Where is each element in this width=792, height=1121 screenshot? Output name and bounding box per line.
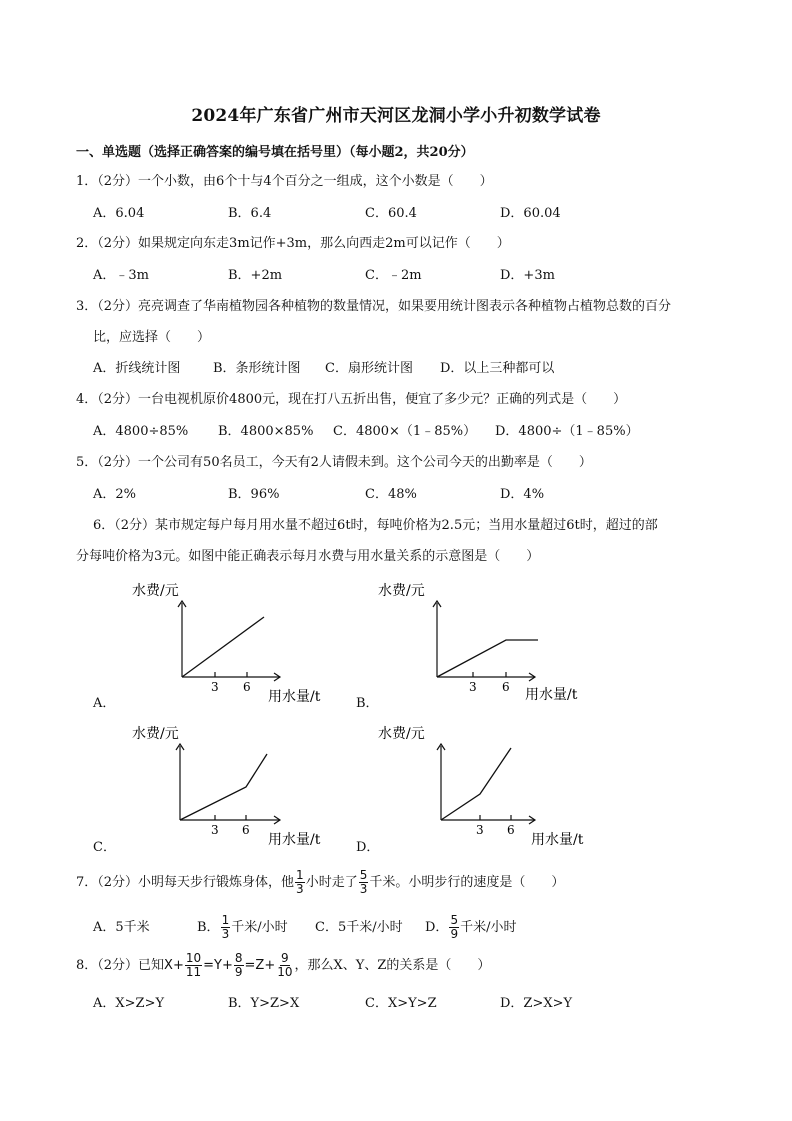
q7-option-d [425,913,516,943]
q8-z: =Z+ [244,958,276,973]
q7-fraction-2-num: 5 [359,868,368,882]
q7-text-b: 小时走了 [305,875,358,890]
graph-d [375,718,615,853]
q7-option-b-num: 1 [221,913,230,927]
q8-option-a: A．X>Z>Y [93,996,165,1011]
q7-option-b-den: 3 [221,927,230,941]
graph-c-xlabel: 用水量/t [268,832,321,848]
q8-text-b: ，那么X、Y、Z的关系是（ ） [294,958,491,973]
graph-b-xlabel: 用水量/t [525,687,578,703]
q7-option-c: C．5千米/小时 [315,920,403,935]
q4-option-a: A．4800÷85% [93,424,189,439]
q7-option-a: A．5千米 [93,920,150,935]
q5-option-b: B．96% [228,487,280,502]
q8-x: X+ [164,958,184,973]
graph-a-xlabel: 用水量/t [268,689,321,705]
graph-c-tick-6-label: 6 [242,823,250,837]
question-7 [76,868,564,898]
q8-option-c: C．X>Y>Z [365,996,437,1011]
graph-c-tick-3-label: 3 [211,823,219,837]
graph-c-line [180,754,267,820]
question-8 [76,951,490,981]
q8-fraction-1-num: 10 [185,951,202,965]
q7-fraction-2-den: 3 [359,882,368,896]
q7-fraction-1-den: 3 [296,882,304,896]
graph-a-tick-6-label: 6 [243,680,251,694]
q1-option-b: B．6.4 [228,206,272,221]
graph-c [120,718,360,853]
q8-y: =Y+ [203,958,233,973]
q1-option-d: D．60.04 [500,206,561,221]
q2-option-c: C．﹣2m [365,268,422,283]
q7-option-b-letter: B． [197,920,220,935]
q8-fraction-3-num: 9 [281,951,289,965]
q8-fraction-1 [185,952,202,979]
graph-d-xlabel: 用水量/t [531,832,584,848]
q7-fraction-2 [359,869,369,896]
q7-option-d-fraction [449,914,459,941]
q3-option-c: C．扇形统计图 [325,361,413,376]
q5-option-a: A．2% [93,487,137,502]
q7-option-b-fraction [221,914,231,941]
q7-option-b-unit: 千米/小时 [231,920,288,935]
q3-option-d: D．以上三种都可以 [440,361,555,376]
q7-option-d-letter: D． [425,920,449,935]
q8-fraction-2 [234,952,244,979]
q2-option-b: B．+2m [228,268,283,283]
question-4: 4．（2分）一台电视机原价4800元，现在打八五折出售，便宜了多少元？正确的列式是（ ） [76,392,627,407]
section-heading: 一、单选题（选择正确答案的编号填在括号里）（每小题2，共20分） [76,145,474,160]
q8-text-a: 8．（2分）已知 [76,958,165,973]
question-1: 1．（2分）一个小数，由6个十与4个百分之一组成，这个小数是（ ） [76,174,493,189]
q8-fraction-3 [276,952,293,979]
q2-option-a: A．﹣3m [93,268,149,283]
graph-d-tick-3-label: 3 [476,823,484,837]
graph-a [120,575,360,710]
question-6-line-1: 6．（2分）某市规定每户每月用水量不超过6t时，每吨价格为2.5元；当用水量超过6t时，超过的部 [93,518,658,533]
q5-option-d: D．4% [500,487,545,502]
question-6-line-2: 分每吨价格为3元。如图中能正确表示每月水费与用水量关系的示意图是（ ） [76,549,540,564]
q5-option-c: C．48% [365,487,417,502]
q8-option-d: D．Z>X>Y [500,996,573,1011]
question-3-line-2: 比，应选择（ ） [93,330,211,345]
graph-a-option-label: A． [93,696,116,711]
q7-text-c: 千米。小明步行的速度是（ ） [369,875,565,890]
q4-option-d: D．4800÷（1﹣85%） [495,424,639,439]
graph-c-option-label: C． [93,840,116,855]
q4-option-c: C．4800×（1﹣85%） [333,424,477,439]
graph-a-ylabel: 水费/元 [132,583,179,599]
graph-b [375,575,615,710]
graph-b-line [437,640,538,677]
q8-fraction-3-den: 10 [277,965,293,979]
q7-option-b [197,913,288,943]
question-2: 2．（2分）如果规定向东走3m记作+3m，那么向西走2m可以记作（ ） [76,236,510,251]
q1-option-a: A．6.04 [93,206,145,221]
q3-option-a: A．折线统计图 [93,361,181,376]
q8-fraction-2-num: 8 [234,951,243,965]
q1-option-c: C．60.4 [365,206,417,221]
q7-option-d-num: 5 [450,913,459,927]
graph-d-ylabel: 水费/元 [378,726,425,742]
graph-b-ylabel: 水费/元 [378,583,425,599]
graph-d-option-label: D． [356,840,380,855]
graph-b-tick-3-label: 3 [469,680,477,694]
q8-option-b: B．Y>Z>X [228,996,300,1011]
q8-fraction-2-den: 9 [234,965,243,979]
question-5: 5．（2分）一个公司有50名员工，今天有2人请假未到。这个公司今天的出勤率是（ ） [76,455,592,470]
q2-option-d: D．+3m [500,268,555,283]
q3-option-b: B．条形统计图 [213,361,301,376]
question-3-line-1: 3．（2分）亮亮调查了华南植物园各种植物的数量情况，如果要用统计图表示各种植物占植物总数的百分 [76,299,672,314]
graph-a-tick-3-label: 3 [211,680,219,694]
page-title: 2024年广东省广州市天河区龙洞小学小升初数学试卷 [191,106,601,126]
graph-b-option-label: B． [356,696,379,711]
graph-a-line [182,617,264,677]
q7-text-a: 7．（2分）小明每天步行锻炼身体，他 [76,875,295,890]
graph-b-tick-6-label: 6 [502,680,510,694]
q7-option-d-den: 9 [450,927,459,941]
q7-fraction-1 [295,869,305,896]
graph-c-ylabel: 水费/元 [132,726,179,742]
q7-option-d-unit: 千米/小时 [460,920,517,935]
graph-d-tick-6-label: 6 [507,823,515,837]
graph-d-line [441,748,511,820]
q4-option-b: B．4800×85% [218,424,314,439]
q7-fraction-1-num: 1 [296,868,304,882]
q8-fraction-1-den: 11 [185,965,202,979]
